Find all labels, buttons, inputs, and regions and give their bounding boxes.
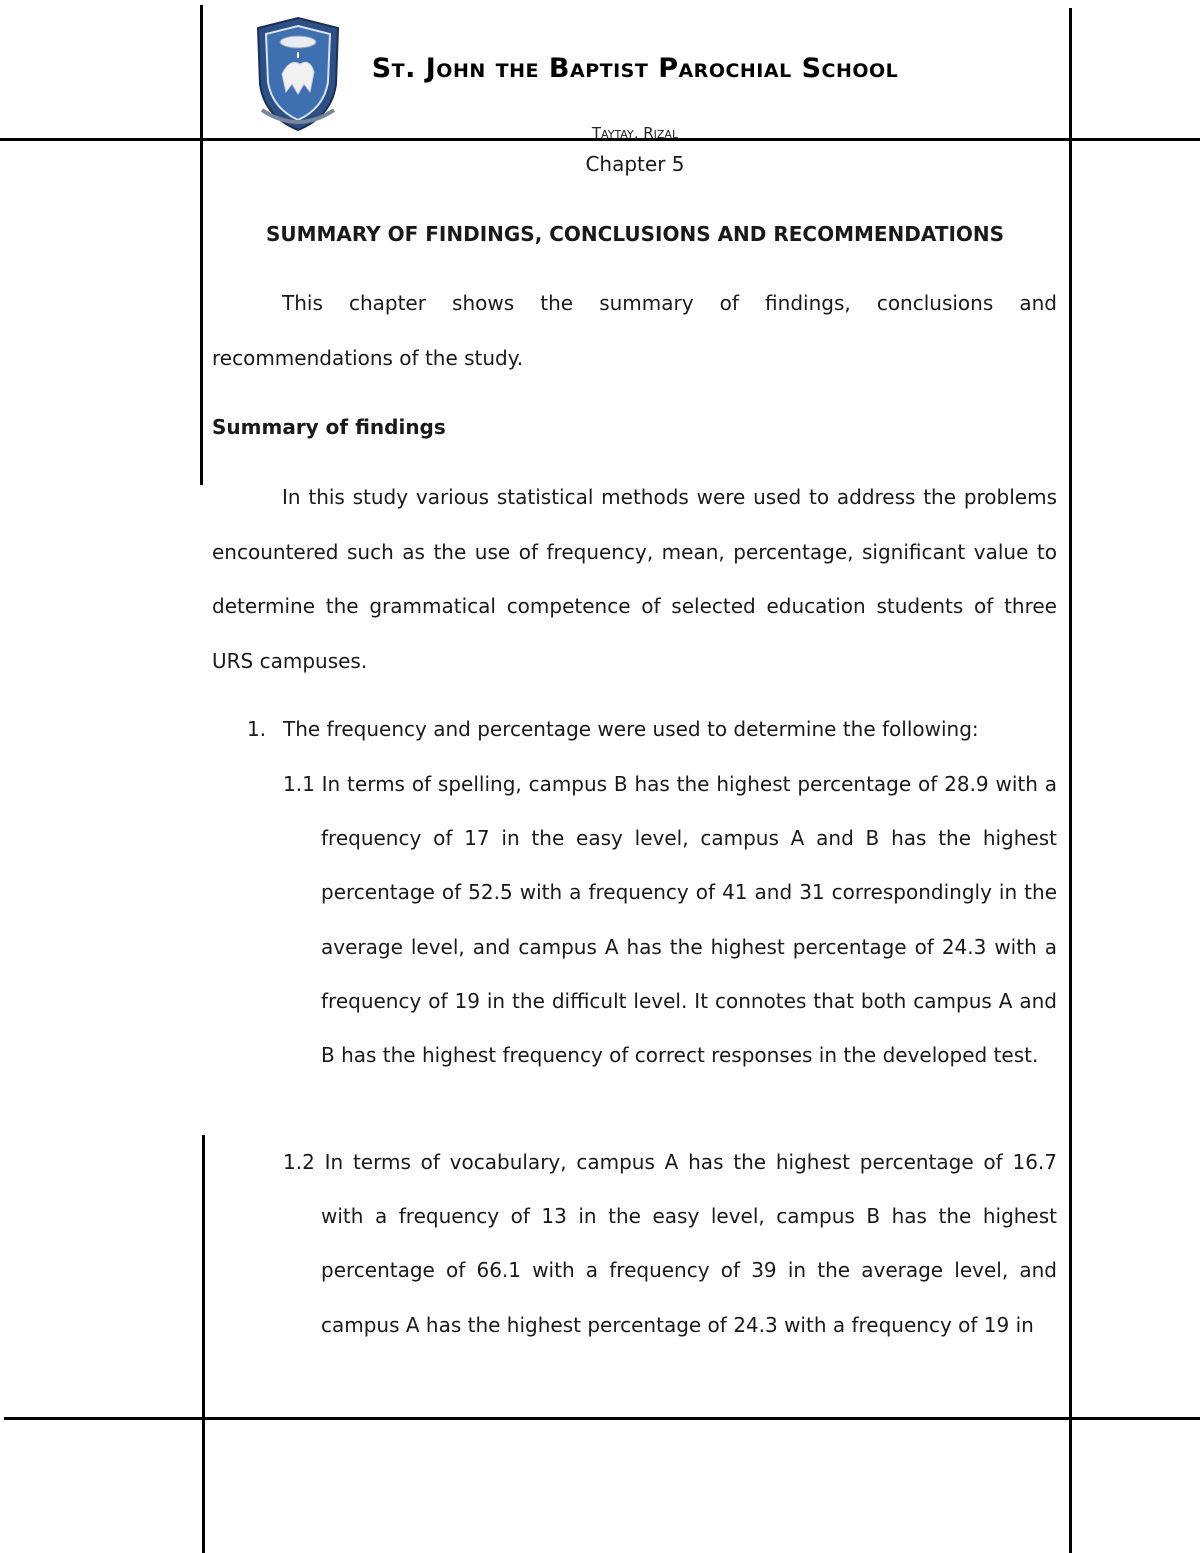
list-number: 1.	[247, 717, 267, 741]
subitem-text: In terms of vocabulary, campus A has the highest percentage of 16.7 with a frequency of 13 in the easy level, campus B has the highest percentage of 66.1 with a frequency of 39 in the average level, and campus A has the highest percentage of 24.3 with a frequency of 19 in	[321, 1150, 1058, 1337]
subitem-1-1	[283, 757, 1057, 1082]
list-text: The frequency and percentage were used to determine the following:	[283, 717, 979, 741]
border-bottom	[4, 1417, 1200, 1420]
border-left-upper	[200, 5, 203, 485]
border-right	[1069, 8, 1072, 1553]
subitem-1-2	[283, 1135, 1057, 1352]
summary-paragraph: In this study various statistical methods were used to address the problems encountered such as the use of frequency, mean, percentage, significant value to determine the grammatical competence of selected education students of three URS campuses.	[212, 485, 1057, 673]
subitem-number: 1.2	[283, 1150, 315, 1174]
intro-paragraph: This chapter shows the summary of findings, conclusions and recommendations of the study.	[212, 291, 1057, 370]
chapter-label: Chapter 5	[585, 152, 685, 176]
chapter-title: SUMMARY OF FINDINGS, CONCLUSIONS AND RECOMMENDATIONS	[265, 222, 1005, 246]
subitem-text: In terms of spelling, campus B has the highest percentage of 28.9 with a frequency of 17 in the easy level, campus A and B has the highest percentage of 52.5 with a frequency of 41 and 31 correspondingly in the average level, and campus A has the highest percentage of 24.3 with a frequency of 19 in the difficult level. It connotes that both campus A and B has the highest frequency of correct responses in the developed test.	[321, 772, 1058, 1068]
summary-heading: Summary of findings	[212, 415, 446, 439]
school-name: St. John the Baptist Parochial School	[371, 53, 899, 84]
school-location: Taytay, Rizal	[591, 124, 679, 140]
border-left-lower	[202, 1135, 205, 1553]
list-item-1	[247, 714, 979, 744]
school-crest-logo	[252, 14, 344, 134]
subitem-number: 1.1	[283, 772, 315, 796]
